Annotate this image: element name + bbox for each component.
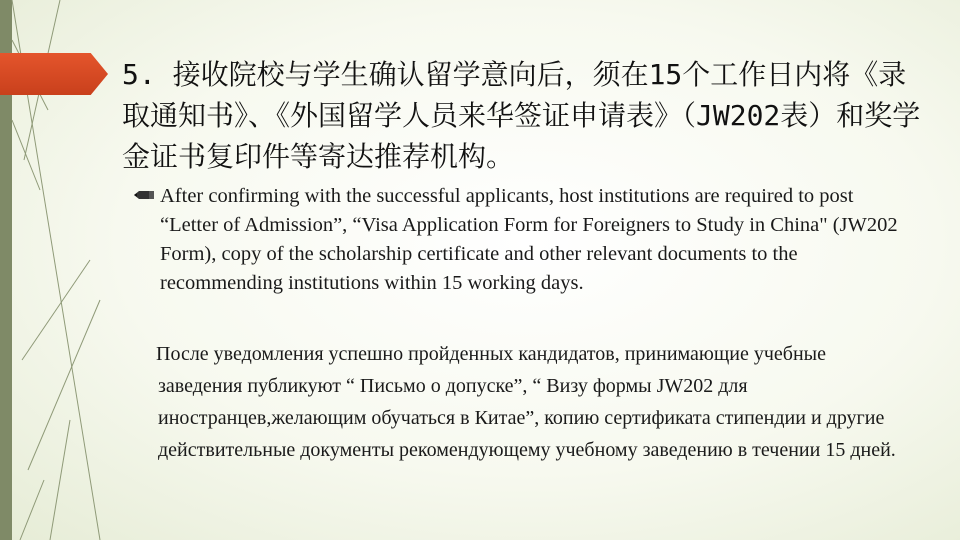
english-paragraph: After confirming with the successful applicants, host institutions are required to post “Letter of Admission”, “Visa Application Form for Foreigners to Study in China" (JW202 Form), copy of the scholarship certificate and other relevant documents to the recommending institutions within 15 working days. <box>160 185 898 294</box>
slide-title: 5. 接收院校与学生确认留学意向后，须在15个工作日内将《录取通知书》、《外国留学人员来华签证申请表》（JW202表）和奖学金证书复印件等寄达推荐机构。 <box>122 58 921 173</box>
pencil-icon <box>134 188 154 202</box>
title-accent-bar <box>0 53 108 95</box>
russian-paragraph: После уведомления успешно пройденных кандидатов, принимающие учебные заведения публикуют “ Письмо о допуске”, “ Визу формы JW202 для иностранцев,желающим обучаться в Китае”, копию сертификата стипендии и другие действительные документы рекомендующему учебному заведению в течении 15 дней. <box>156 343 896 461</box>
